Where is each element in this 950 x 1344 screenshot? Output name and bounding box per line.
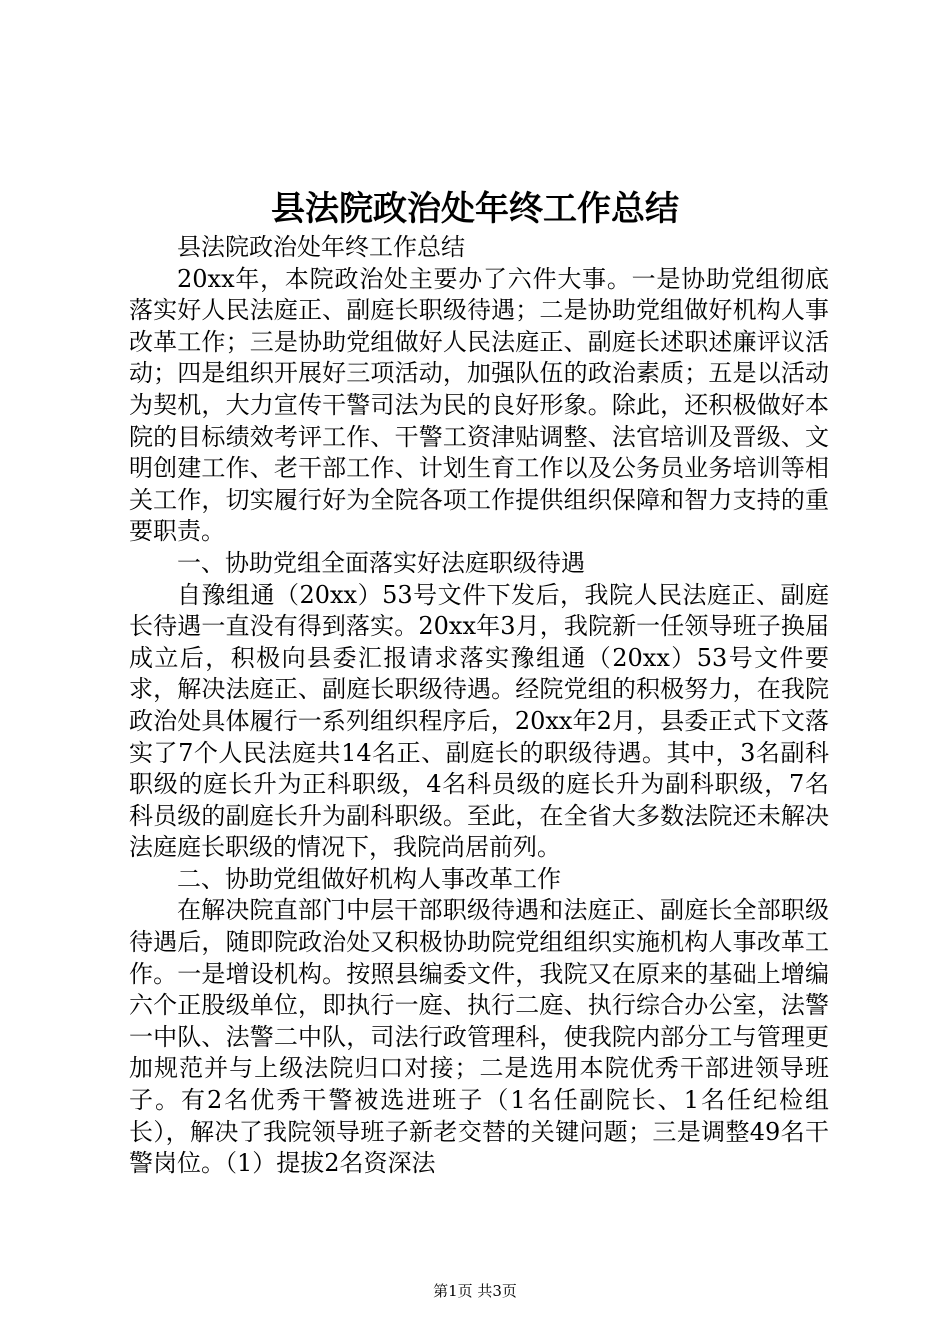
paragraph-intro: 20xx年，本院政治处主要办了六件大事。一是协助党组彻底落实好人民法庭正、副庭长职级待遇；二是协助党组做好机构人事改革工作；三是协助党组做好人民法庭正、副庭长述职述廉评议活动；四是组织开展好三项活动，加强队伍的政治素质；五是以活动为契机，大力宣传干警司法为民的良好形象。除此，还积极做好本院的目标绩效考评工作、干警工资津贴调整、法官培训及晋级、文明创建工作、老干部工作、计划生育工作以及公务员业务培训等相关工作，切实履行好为全院各项工作提供组织保障和智力支持的重要职责。 bbox=[129, 264, 829, 546]
page-footer: 第1页 共3页 bbox=[433, 1282, 517, 1300]
paragraph-section-1: 自豫组通（20xx）53号文件下发后，我院人民法庭正、副庭长待遇一直没有得到落实。20xx年3月，我院新一任领导班子换届成立后，积极向县委汇报请求落实豫组通（20xx）53号文件要求，解决法庭正、副庭长职级待遇。经院党组的积极努力，在我院政治处具体履行一系列组织程序后，20xx年2月，县委正式下文落实了7个人民法庭共14名正、副庭长的职级待遇。其中，3名副科职级的庭长升为正科职级，4名科员级的庭长升为副科职级，7名科员级的副庭长升为副科职级。至此，在全省大多数法院还未解决法庭庭长职级的情况下，我院尚居前列。 bbox=[129, 580, 829, 862]
document-title: 县法院政治处年终工作总结 bbox=[271, 189, 679, 229]
paragraph-section-2: 在解决院直部门中层干部职级待遇和法庭正、副庭长全部职级待遇后，随即院政治处又积极协助院党组组织实施机构人事改革工作。一是增设机构。按照县编委文件，我院又在原来的基础上增编六个正股级单位，即执行一庭、执行二庭、执行综合办公室，法警一中队、法警二中队，司法行政管理科，使我院内部分工与管理更加规范并与上级法院归口对接；二是选用本院优秀干部进领导班子。有2名优秀干警被选进班子（1名任副院长、1名任纪检组长），解决了我院领导班子新老交替的关键问题；三是调整49名干警岗位。（1）提拔2名资深法 bbox=[129, 896, 829, 1178]
paragraph-subtitle: 县法院政治处年终工作总结 bbox=[177, 233, 465, 261]
section-heading-1: 一、协助党组全面落实好法庭职级待遇 bbox=[177, 548, 585, 577]
section-heading-2: 二、协助党组做好机构人事改革工作 bbox=[177, 864, 561, 893]
document-body bbox=[129, 232, 829, 1180]
